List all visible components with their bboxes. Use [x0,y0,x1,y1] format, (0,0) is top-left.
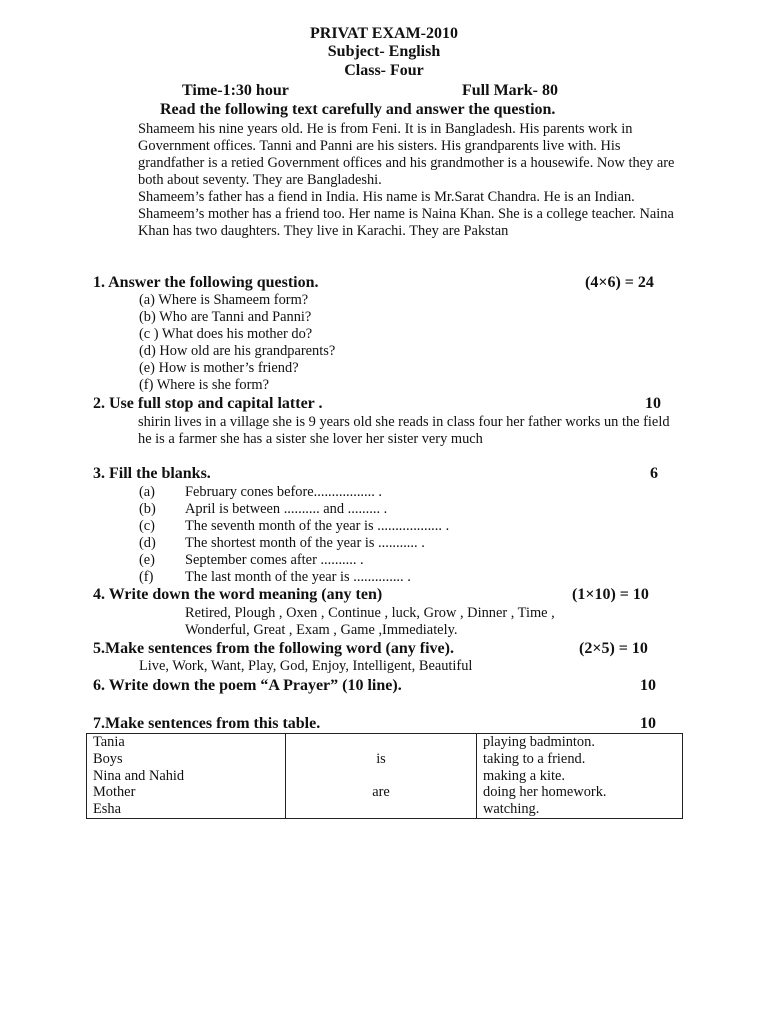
q1-item: (d) How old are his grandparents? [139,343,336,359]
q1-item: (c ) What does his mother do? [139,326,313,342]
q1-item: (e) How is mother’s friend? [139,360,299,376]
table-cell [286,801,476,818]
table-cell: watching. [483,801,540,818]
q2-title: 2. Use full stop and capital latter . [93,395,323,412]
q5-words: Live, Work, Want, Play, God, Enjoy, Intelligent, Beautiful [139,658,473,674]
q5-marks: (2×5) = 10 [579,640,648,657]
q3-item-label: (c) [139,518,155,534]
q3-item-text: September comes after .......... . [185,552,364,568]
subject-column [87,734,286,819]
predicate-column [477,734,683,819]
table-cell [286,734,476,751]
class-line: Class- Four [344,62,424,79]
q1-item: (a) Where is Shameem form? [139,292,309,308]
q3-title: 3. Fill the blanks. [93,465,211,482]
instruction: Read the following text carefully and answer the question. [160,101,556,118]
time-label: Time-1:30 hour [182,82,289,99]
passage [138,121,683,240]
table-cell: doing her homework. [483,784,607,801]
q5-title: 5.Make sentences from the following word (any five). [93,640,454,657]
passage-paragraph-2: Shameem’s father has a fiend in India. His name is Mr.Sarat Chandra. He is an Indian. Shameem’s mother has a friend too. Her name is Naina Khan. She is a college teacher. Naina Khan has two daughters. They live in Karachi. They are Pakstan [138,189,674,239]
full-mark-label: Full Mark- 80 [462,82,558,99]
q4-title: 4. Write down the word meaning (any ten) [93,586,383,603]
q3-item-label: (e) [139,552,155,568]
table-cell: Nina and Nahid [93,767,185,784]
table-cell: taking to a friend. [483,750,586,767]
passage-paragraph-1: Shameem his nine years old. He is from Feni. It is in Bangladesh. His parents work in Government offices. Tanni and Panni are his sisters. His grandparents live with. His grandfather is a retied Government offices and his grandmother is a housewife. Now they are both about seventy. They are Bangladeshi. [138,121,675,188]
table-cell [286,768,476,785]
q1-item: (f) Where is she form? [139,377,269,393]
q3-item-text: February cones before................. . [185,484,383,500]
q3-item-label: (b) [139,501,156,517]
q3-marks: 6 [650,465,658,482]
q4-words-line-2: Wonderful, Great , Exam , Game ,Immediately. [185,622,458,638]
table-cell: Tania [93,734,125,750]
q3-item-text: April is between .......... and ......... . [185,501,388,517]
q4-words-line-1: Retired, Plough , Oxen , Continue , luck, Grow , Dinner , Time , [185,605,555,621]
exam-title: PRIVAT EXAM-2010 [309,25,458,42]
q6-marks: 10 [640,677,656,694]
q3-item-text: The seventh month of the year is .................. . [185,518,450,534]
q6-title: 6. Write down the poem “A Prayer” (10 line). [93,677,402,694]
q3-item-label: (d) [139,535,156,551]
q4-marks: (1×10) = 10 [572,586,649,603]
table-cell: making a kite. [483,767,565,784]
q3-item-label: (f) [139,569,154,585]
q2-marks: 10 [645,395,661,412]
sentence-table [86,733,683,819]
q2-text: shirin lives in a village she is 9 years old she reads in class four her father works un the field he is a farmer she has a sister she lover her sister very much [138,414,670,447]
q7-marks: 10 [640,715,656,732]
q7-title: 7.Make sentences from this table. [93,715,321,732]
table-cell: are [372,784,390,801]
q1-marks: (4×6) = 24 [585,274,654,291]
table-cell: is [376,750,386,767]
subject-line: Subject- English [327,43,441,60]
q3-item-text: The shortest month of the year is ........... . [185,535,425,551]
q1-title: 1. Answer the following question. [93,274,319,291]
q3-item-label: (a) [139,484,155,500]
q3-item-text: The last month of the year is .............. . [185,569,411,585]
table-cell: Mother [93,784,136,801]
table-cell: Esha [93,801,121,818]
q1-item: (b) Who are Tanni and Panni? [139,309,312,325]
verb-column [286,734,477,819]
table-cell: Boys [93,750,123,767]
table-cell: playing badminton. [483,734,595,750]
